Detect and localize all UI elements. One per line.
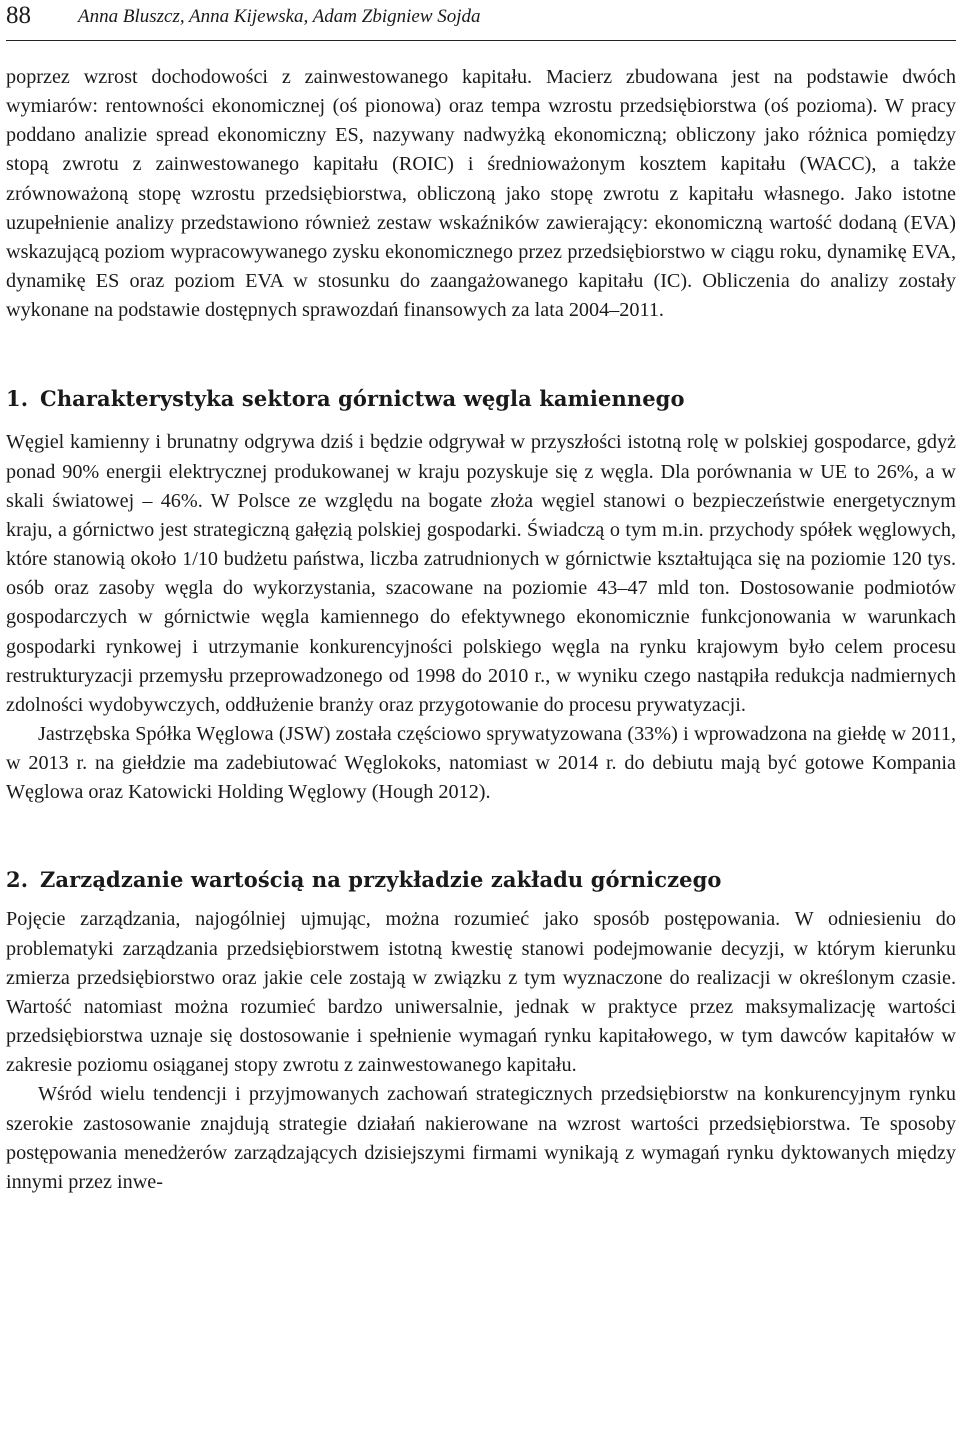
intro-paragraph: poprzez wzrost dochodowości z zainwestowanego kapitału. Macierz zbudowana jest na podstawie dwóch wymiarów: rentowności ekonomicznej (oś pionowa) oraz tempa wzrostu przedsiębiorstwa (oś pozioma). W pracy poddano analizie spread ekonomiczny ES, nazywany nadwyżką ekonomiczną; obliczony jako różnica pomiędzy stopą zwrotu z zainwestowanego kapitału (ROIC) i średnioważonym kosztem kapitału (WACC), a także zrównoważoną stopę wzrostu przedsiębiorstwa, obliczoną jako stopę zwrotu z kapitału własnego. Jako istotne uzupełnienie analizy przedstawiono również zestaw wskaźników zawierający: ekonomiczną wartość dodaną (EVA) wskazującą poziom wypracowywanego zysku ekonomicznego przez przedsiębiorstwo w ciągu roku, dynamikę EVA, dynamikę ES oraz poziom EVA w stosunku do zaangażowanego kapitału (IC). Obliczenia do analizy zostały wykonane na podstawie dostępnych sprawozdań finansowych za lata 2004–2011. — [6, 66, 956, 322]
running-header — [6, 0, 956, 41]
section-1-title: Charakterystyka sektora górnictwa węgla kamiennego — [40, 386, 685, 412]
section-1-heading — [6, 384, 956, 414]
document-page — [6, 0, 956, 1197]
section-2-number: 2. — [6, 867, 29, 893]
running-header-authors: Anna Bluszcz, Anna Kijewska, Adam Zbigniew Sojda — [78, 6, 481, 27]
page-number: 88 — [6, 2, 31, 29]
section-1-number: 1. — [6, 386, 29, 412]
section-1-paragraph-2: Jastrzębska Spółka Węglowa (JSW) została częściowo sprywatyzowana (33%) i wprowadzona na giełdę w 2011, w 2013 r. na giełdzie ma zadebiutować Węglokoks, natomiast w 2014 r. do debiutu mają być gotowe Kompania Węglowa oraz Katowicki Holding Węglowy (Hough 2012). — [6, 722, 956, 804]
section-2-paragraph-1: Pojęcie zarządzania, najogólniej ujmując, można rozumieć jako sposób postępowania. W odniesieniu do problematyki zarządzania przedsiębiorstwem istotną kwestię stanowi podejmowanie decyzji, w którym kierunku zmierza przedsiębiorstwo oraz jakie cele zostają w związku z tym wyznaczone do realizacji w określonym czasie. Wartość natomiast można rozumieć bardzo uniwersalnie, jednak w praktyce przez maksymalizację wartości przedsiębiorstwa uznaje się dostosowanie i spełnienie wymagań rynku kapitałowego, w tym dawców kapitałów w zakresie poziomu osiąganej stopy zwrotu z zainwestowanego kapitału. — [6, 908, 956, 1077]
section-2-heading — [6, 865, 956, 895]
section-2-paragraph-2: Wśród wielu tendencji i przyjmowanych zachowań strategicznych przedsiębiorstw na konkurencyjnym rynku szerokie zastosowanie znajdują strategie działań nakierowane na wzrost wartości przedsiębiorstwa. Te sposoby postępowania menedżerów zarządzających dzisiejszymi firmami wynikają z wymagań rynku dyktowanych między innymi przez inwe- — [6, 1083, 956, 1193]
section-2-title: Zarządzanie wartością na przykładzie zakładu górniczego — [40, 867, 722, 893]
section-1-paragraph-1: Węgiel kamienny i brunatny odgrywa dziś i będzie odgrywał w przyszłości istotną rolę w polskiej gospodarce, gdyż ponad 90% energii elektrycznej produkowanej w kraju pozyskuje się z węgla. Dla porównania w UE to 26%, a w skali światowej – 46%. W Polsce ze względu na bogate złoża węgiel stanowi o bezpieczeństwie energetycznym kraju, a górnictwo jest strategiczną gałęzią polskiej gospodarki. Świadczą o tym m.in. przychody spółek węglowych, które stanowią około 1/10 budżetu państwa, liczba zatrudnionych w górnictwie kształtująca się na poziomie 120 tys. osób oraz zasoby węgla do wykorzystania, szacowane na poziomie 43–47 mld ton. Dostosowanie podmiotów gospodarczych w górnictwie węgla kamiennego do efektywnego ekonomicznie funkcjonowania w warunkach gospodarki rynkowej i utrzymanie konkurencyjności polskiego węgla na rynku krajowym było celem procesu restrukturyzacji przemysłu przeprowadzonego od 1998 do 2010 r., w wyniku czego nastąpiła redukcja nadmiernych zdolności wydobywczych, oddłużenie branży oraz przygotowanie do procesu prywatyzacji. — [6, 431, 956, 716]
